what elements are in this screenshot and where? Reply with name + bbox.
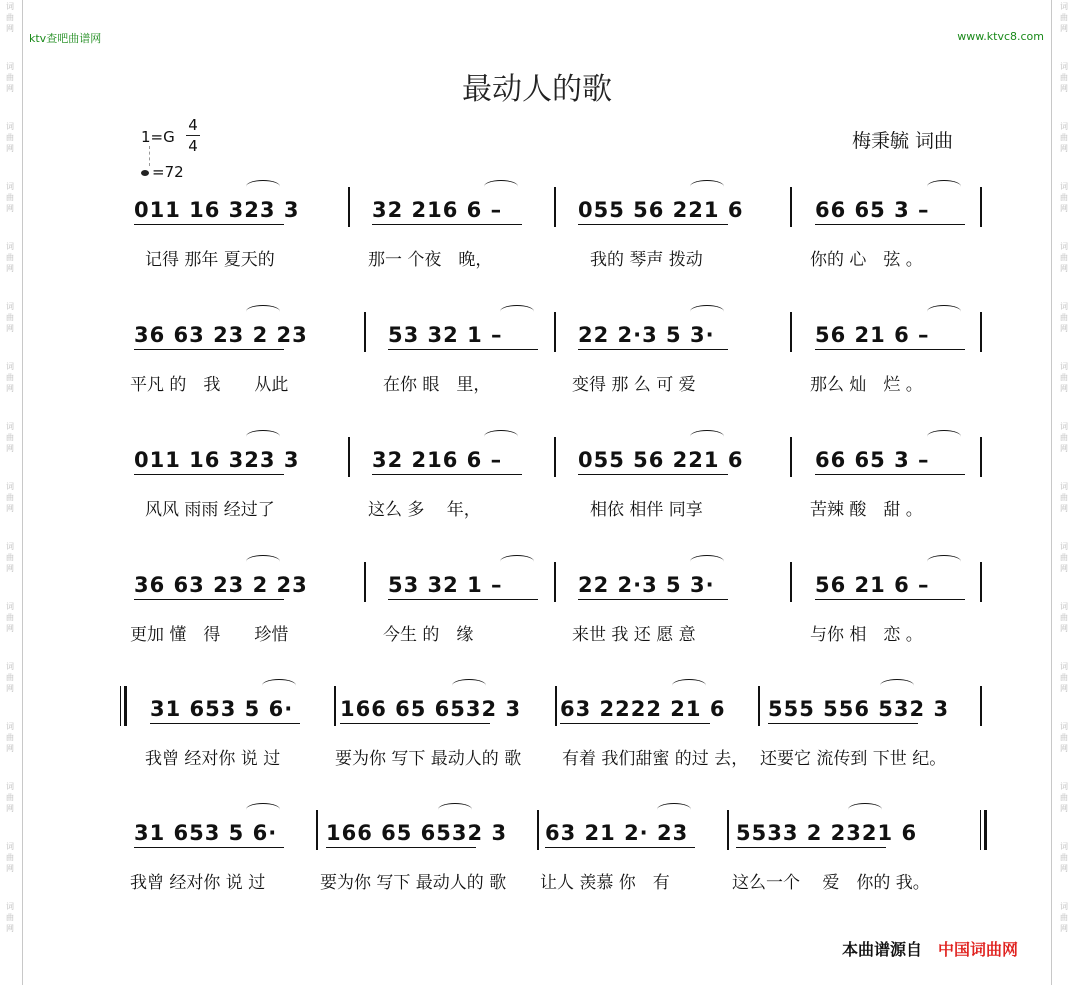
watermark-glyph: 词 xyxy=(1060,182,1068,191)
watermark-glyph: 曲 xyxy=(1060,613,1068,622)
watermark-glyph: 网 xyxy=(1060,744,1068,753)
watermark-glyph: 曲 xyxy=(1060,733,1068,742)
barline xyxy=(364,312,366,352)
lyric-line: 今生 的 缘 xyxy=(383,625,474,645)
watermark-glyph: 词 xyxy=(1060,902,1068,911)
beam-line xyxy=(815,474,965,475)
beam-line xyxy=(372,224,522,225)
slur-arc xyxy=(672,679,706,692)
watermark-glyph: 曲 xyxy=(6,853,14,862)
measure-notes: 66 65 3 – xyxy=(815,448,930,472)
watermark-glyph: 曲 xyxy=(1060,493,1068,502)
watermark-glyph: 曲 xyxy=(1060,853,1068,862)
lyric-line: 有着 我们甜蜜 的过 去， xyxy=(562,749,749,769)
watermark-glyph: 网 xyxy=(1060,624,1068,633)
watermark-glyph: 网 xyxy=(6,24,14,33)
watermark-glyph: 网 xyxy=(1060,804,1068,813)
watermark-glyph: 网 xyxy=(6,744,14,753)
watermark-glyph: 网 xyxy=(6,624,14,633)
barline xyxy=(348,437,350,477)
watermark-glyph: 网 xyxy=(6,504,14,513)
measure-notes: 53 32 1 – xyxy=(388,573,503,597)
watermark-glyph: 网 xyxy=(6,144,14,153)
slur-arc xyxy=(927,180,961,193)
watermark-glyph: 曲 xyxy=(1060,313,1068,322)
watermark-glyph: 词 xyxy=(1060,2,1068,11)
barline xyxy=(790,312,792,352)
lyric-line: 还要它 流传到 下世 纪。 xyxy=(760,749,947,769)
measure-notes: 56 21 6 – xyxy=(815,323,930,347)
quarter-note-icon xyxy=(141,170,149,176)
barline xyxy=(316,810,318,850)
lyric-line: 那一 个夜 晚， xyxy=(368,250,493,270)
watermark-glyph: 网 xyxy=(6,444,14,453)
measure-notes: 31 653 5 6· xyxy=(134,821,278,845)
watermark-glyph: 曲 xyxy=(6,433,14,442)
measure-notes: 56 21 6 – xyxy=(815,573,930,597)
barline xyxy=(334,686,336,726)
tempo-stem xyxy=(149,146,150,166)
barline xyxy=(554,312,556,352)
lyric-line: 更加 懂 得 珍惜 xyxy=(130,625,289,645)
barline xyxy=(790,562,792,602)
watermark-glyph: 词 xyxy=(6,422,14,431)
watermark-glyph: 曲 xyxy=(1060,13,1068,22)
watermark-glyph: 曲 xyxy=(6,13,14,22)
time-top: 4 xyxy=(188,116,198,134)
measure-notes: 5533 2 2321 6 xyxy=(736,821,918,845)
measure-notes: 32 216 6 – xyxy=(372,448,503,472)
watermark-glyph: 曲 xyxy=(6,193,14,202)
watermark-glyph: 词 xyxy=(6,782,14,791)
watermark-glyph: 词 xyxy=(6,302,14,311)
time-signature xyxy=(186,115,200,156)
lyric-line: 我的 琴声 拨动 xyxy=(590,250,703,270)
source-label: 本曲谱源自 xyxy=(842,940,923,959)
song-title: 最动人的歌 xyxy=(462,72,612,107)
beam-line xyxy=(768,723,918,724)
slur-arc xyxy=(690,305,724,318)
watermark-glyph: 曲 xyxy=(1060,193,1068,202)
measure-notes: 555 556 532 3 xyxy=(768,697,950,721)
slur-arc xyxy=(438,803,472,816)
watermark-glyph: 网 xyxy=(6,564,14,573)
watermark-glyph: 网 xyxy=(6,204,14,213)
lyric-line: 苦辣 酸 甜 。 xyxy=(810,500,923,520)
watermark-glyph: 网 xyxy=(1060,684,1068,693)
barline xyxy=(790,437,792,477)
watermark-glyph: 网 xyxy=(1060,564,1068,573)
watermark-glyph: 网 xyxy=(1060,924,1068,933)
beam-line xyxy=(134,224,284,225)
watermark-glyph: 词 xyxy=(6,542,14,551)
watermark-glyph: 词 xyxy=(6,122,14,131)
watermark-glyph: 曲 xyxy=(6,913,14,922)
watermark-glyph: 曲 xyxy=(6,253,14,262)
beam-line xyxy=(372,474,522,475)
tempo-marking xyxy=(141,163,184,181)
lyric-line: 要为你 写下 最动人的 歌 xyxy=(335,749,522,769)
watermark-glyph: 曲 xyxy=(6,493,14,502)
beam-line xyxy=(388,349,538,350)
watermark-glyph: 网 xyxy=(6,384,14,393)
tempo-value: =72 xyxy=(152,163,184,181)
beam-line xyxy=(134,599,284,600)
slur-arc xyxy=(848,803,882,816)
lyric-line: 风风 雨雨 经过了 xyxy=(145,500,275,520)
watermark-glyph: 词 xyxy=(6,242,14,251)
barline xyxy=(980,562,982,602)
watermark-glyph: 词 xyxy=(6,602,14,611)
slur-arc xyxy=(484,430,518,443)
watermark-glyph: 网 xyxy=(6,264,14,273)
barline xyxy=(554,437,556,477)
barline xyxy=(364,562,366,602)
watermark-glyph: 网 xyxy=(6,84,14,93)
lyric-line: 你的 心 弦 。 xyxy=(810,250,923,270)
watermark-glyph: 曲 xyxy=(1060,253,1068,262)
score-row xyxy=(0,312,1074,395)
beam-line xyxy=(578,224,728,225)
beam-line xyxy=(326,847,476,848)
beam-line xyxy=(815,224,965,225)
watermark-glyph: 网 xyxy=(1060,204,1068,213)
slur-arc xyxy=(262,679,296,692)
watermark-glyph: 词 xyxy=(6,182,14,191)
measure-notes: 36 63 23 2 23 xyxy=(134,573,308,597)
measure-notes: 53 32 1 – xyxy=(388,323,503,347)
watermark-glyph: 网 xyxy=(6,804,14,813)
measure-notes: 31 653 5 6· xyxy=(150,697,294,721)
measure-notes: 22 2·3 5 3· xyxy=(578,573,715,597)
beam-line xyxy=(340,723,490,724)
final-barline xyxy=(980,810,987,850)
watermark-glyph: 词 xyxy=(6,842,14,851)
lyric-line: 来世 我 还 愿 意 xyxy=(572,625,696,645)
beam-line xyxy=(545,847,695,848)
site-url-right[interactable]: www.ktvc8.com xyxy=(957,30,1044,43)
watermark-glyph: 曲 xyxy=(1060,913,1068,922)
barline xyxy=(980,686,982,726)
watermark-glyph: 词 xyxy=(6,2,14,11)
lyric-line: 我曾 经对你 说 过 xyxy=(130,873,266,893)
lyric-line: 记得 那年 夏天的 xyxy=(145,250,275,270)
watermark-glyph: 网 xyxy=(1060,264,1068,273)
barline xyxy=(554,562,556,602)
lyric-line: 与你 相 恋 。 xyxy=(810,625,923,645)
beam-line xyxy=(736,847,886,848)
barline xyxy=(727,810,729,850)
measure-notes: 66 65 3 – xyxy=(815,198,930,222)
slur-arc xyxy=(927,555,961,568)
watermark-glyph: 网 xyxy=(6,924,14,933)
watermark-glyph: 曲 xyxy=(6,613,14,622)
watermark-glyph: 词 xyxy=(1060,242,1068,251)
measure-notes: 22 2·3 5 3· xyxy=(578,323,715,347)
watermark-glyph: 网 xyxy=(1060,144,1068,153)
barline xyxy=(537,810,539,850)
lyric-line: 要为你 写下 最动人的 歌 xyxy=(320,873,507,893)
beam-line xyxy=(134,349,284,350)
watermark-glyph: 词 xyxy=(6,362,14,371)
source-site[interactable]: 中国词曲网 xyxy=(938,940,1019,959)
watermark-glyph: 网 xyxy=(1060,504,1068,513)
watermark-glyph: 词 xyxy=(1060,482,1068,491)
measure-notes: 011 16 323 3 xyxy=(134,448,300,472)
watermark-glyph: 词 xyxy=(6,482,14,491)
barline xyxy=(554,187,556,227)
watermark-glyph: 词 xyxy=(6,902,14,911)
lyric-line: 让人 羡慕 你 有 xyxy=(540,873,670,893)
score-row xyxy=(0,187,1074,270)
slur-arc xyxy=(500,305,534,318)
watermark-glyph: 词 xyxy=(1060,362,1068,371)
slur-arc xyxy=(690,555,724,568)
measure-notes: 166 65 6532 3 xyxy=(326,821,508,845)
watermark-glyph: 曲 xyxy=(6,73,14,82)
watermark-glyph: 曲 xyxy=(6,793,14,802)
measure-notes: 63 21 2· 23 xyxy=(545,821,689,845)
measure-notes: 055 56 221 6 xyxy=(578,448,744,472)
watermark-glyph: 网 xyxy=(1060,444,1068,453)
watermark-glyph: 曲 xyxy=(6,553,14,562)
watermark-glyph: 网 xyxy=(6,324,14,333)
watermark-glyph: 词 xyxy=(6,662,14,671)
measure-notes: 63 2222 21 6 xyxy=(560,697,726,721)
score-row xyxy=(0,437,1074,520)
slur-arc xyxy=(246,555,280,568)
barline xyxy=(348,187,350,227)
lyric-line: 这么 多 年， xyxy=(368,500,481,520)
slur-arc xyxy=(690,180,724,193)
score-row xyxy=(0,810,1074,893)
slur-arc xyxy=(484,180,518,193)
lyric-line: 在你 眼 里， xyxy=(383,375,491,395)
lyric-line: 平凡 的 我 从此 xyxy=(130,375,289,395)
watermark-glyph: 网 xyxy=(1060,384,1068,393)
watermark-glyph: 词 xyxy=(1060,782,1068,791)
barline xyxy=(980,312,982,352)
composer-credit: 梅秉毓 词曲 xyxy=(852,130,954,152)
slur-arc xyxy=(246,180,280,193)
beam-line xyxy=(815,349,965,350)
watermark-glyph: 曲 xyxy=(1060,373,1068,382)
beam-line xyxy=(150,723,300,724)
measure-notes: 36 63 23 2 23 xyxy=(134,323,308,347)
slur-arc xyxy=(657,803,691,816)
watermark-glyph: 词 xyxy=(6,722,14,731)
measure-notes: 166 65 6532 3 xyxy=(340,697,522,721)
repeat-start-barline xyxy=(120,686,127,726)
beam-line xyxy=(134,474,284,475)
time-bottom: 4 xyxy=(186,135,200,156)
watermark-glyph: 曲 xyxy=(1060,433,1068,442)
slur-arc xyxy=(927,430,961,443)
watermark-glyph: 网 xyxy=(1060,324,1068,333)
beam-line xyxy=(388,599,538,600)
measure-notes: 32 216 6 – xyxy=(372,198,503,222)
slur-arc xyxy=(452,679,486,692)
key-signature: 1=G xyxy=(141,128,175,146)
watermark-glyph: 网 xyxy=(6,864,14,873)
barline xyxy=(790,187,792,227)
slur-arc xyxy=(690,430,724,443)
watermark-glyph: 曲 xyxy=(6,733,14,742)
lyric-line: 那么 灿 烂 。 xyxy=(810,375,923,395)
watermark-glyph: 曲 xyxy=(1060,793,1068,802)
slur-arc xyxy=(246,430,280,443)
barline xyxy=(555,686,557,726)
slur-arc xyxy=(880,679,914,692)
watermark-glyph: 曲 xyxy=(6,133,14,142)
slur-arc xyxy=(246,803,280,816)
watermark-glyph: 网 xyxy=(1060,84,1068,93)
source-credit xyxy=(842,937,1018,960)
score-row xyxy=(0,686,1074,769)
beam-line xyxy=(560,723,710,724)
barline xyxy=(980,437,982,477)
watermark-glyph: 网 xyxy=(6,684,14,693)
lyric-line: 这么一个 爱 你的 我。 xyxy=(732,873,930,893)
watermark-glyph: 曲 xyxy=(6,373,14,382)
watermark-glyph: 曲 xyxy=(1060,133,1068,142)
watermark-glyph: 词 xyxy=(1060,62,1068,71)
watermark-glyph: 词 xyxy=(1060,602,1068,611)
watermark-glyph: 词 xyxy=(1060,662,1068,671)
watermark-glyph: 词 xyxy=(1060,422,1068,431)
site-name-left[interactable]: ktv查吧曲谱网 xyxy=(29,32,102,45)
watermark-glyph: 曲 xyxy=(1060,73,1068,82)
watermark-glyph: 曲 xyxy=(1060,553,1068,562)
barline xyxy=(758,686,760,726)
beam-line xyxy=(815,599,965,600)
score-row xyxy=(0,562,1074,645)
watermark-glyph: 曲 xyxy=(1060,673,1068,682)
lyric-line: 相依 相伴 同享 xyxy=(590,500,703,520)
measure-notes: 011 16 323 3 xyxy=(134,198,300,222)
lyric-line: 变得 那 么 可 爱 xyxy=(572,375,696,395)
watermark-glyph: 曲 xyxy=(6,313,14,322)
slur-arc xyxy=(927,305,961,318)
watermark-glyph: 网 xyxy=(1060,864,1068,873)
watermark-glyph: 曲 xyxy=(6,673,14,682)
watermark-glyph: 词 xyxy=(1060,842,1068,851)
beam-line xyxy=(578,474,728,475)
watermark-glyph: 词 xyxy=(6,62,14,71)
slur-arc xyxy=(246,305,280,318)
lyric-line: 我曾 经对你 说 过 xyxy=(145,749,281,769)
beam-line xyxy=(134,847,284,848)
watermark-glyph: 词 xyxy=(1060,302,1068,311)
beam-line xyxy=(578,349,728,350)
watermark-glyph: 词 xyxy=(1060,722,1068,731)
watermark-glyph: 词 xyxy=(1060,122,1068,131)
barline xyxy=(980,187,982,227)
beam-line xyxy=(578,599,728,600)
slur-arc xyxy=(500,555,534,568)
watermark-glyph: 词 xyxy=(1060,542,1068,551)
watermark-glyph: 网 xyxy=(1060,24,1068,33)
measure-notes: 055 56 221 6 xyxy=(578,198,744,222)
